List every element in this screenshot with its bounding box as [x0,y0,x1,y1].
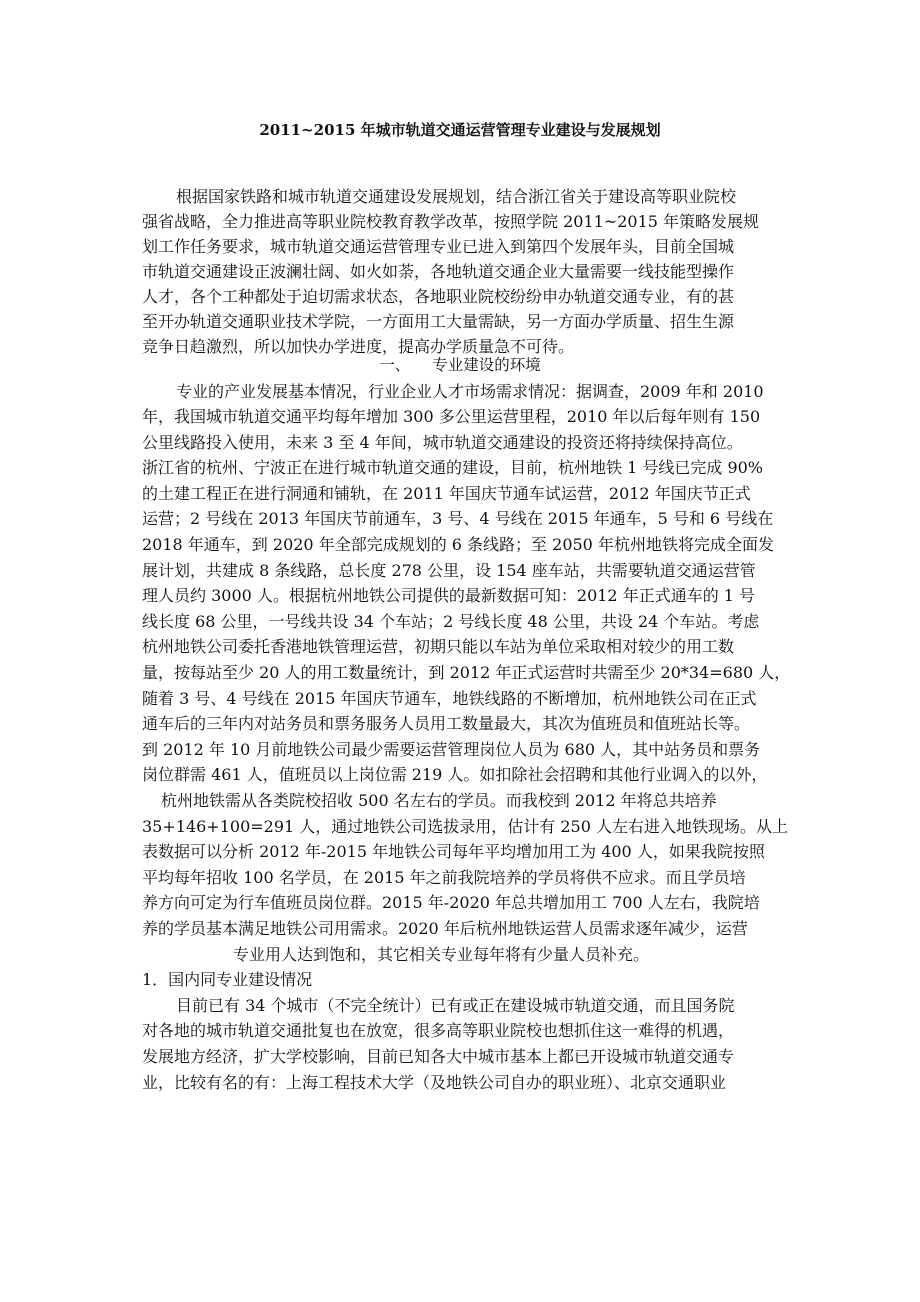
intro-line: 市轨道交通建设正波澜壮阔、如火如荼，各地轨道交通企业大量需要一线技能型操作 [142,262,735,281]
subsection-line: 发展地方经济，扩大学校影响，目前已知各大中城市基本上都已开设城市轨道交通专 [142,1047,735,1066]
intro-line: 强省战略，全力推进高等职业院校教育教学改革，按照学院 2011~2015 年策略发展规 [142,212,760,231]
section-line: 线长度 68 公里，一号线共设 34 个车站；2 号线长度 48 公里，共设 24 个车站。考虑 [142,612,760,631]
section-line: 杭州地铁需从各类院校招收 500 名左右的学员。而我校到 2012 年将总共培养 [161,791,717,810]
intro-line: 根据国家铁路和城市轨道交通建设发展规划，结合浙江省关于建设高等职业院校 [176,187,737,206]
section-line: 随着 3 号、4 号线在 2015 年国庆节通车，地铁线路的不断增加，杭州地铁公司在正式 [142,689,757,708]
subsection-line: 目前已有 34 个城市（不完全统计）已有或正在建设城市轨道交通，而且国务院 [176,996,735,1015]
section-line: 专业用人达到饱和，其它相关专业每年将有少量人员补充。 [233,945,650,964]
section-line: 杭州地铁公司委托香港地铁管理运营，初期只能以车站为单位采取相对较少的用工数 [142,637,735,656]
section-line: 养方向可定为行车值班员岗位群。2015 年-2020 年总共增加用工 700 人左右，我院培 [142,893,760,912]
section-heading [0,354,920,376]
section-line: 养的学员基本满足地铁公司用需求。2020 年后杭州地铁运营人员需求逐年减少，运营 [142,919,748,938]
section-line: 35+146+100=291 人，通过地铁公司选拔录用，估计有 250 人左右进入地铁现场。从上 [142,817,788,836]
section-line: 通车后的三年内对站务员和票务服务人员用工数量最大，其次为值班员和值班站长等。 [142,714,751,733]
section-line: 展计划，共建成 8 条线路，总长度 278 公里，设 154 座车站，共需要轨道交通运营管 [142,561,756,580]
intro-line: 竞争日趋激烈，所以加快办学进度，提高办学质量急不可待。 [142,337,575,356]
subsection-heading: 1．国内同专业建设情况 [142,970,313,989]
intro-line: 人才，各个工种都处于迫切需求状态，各地职业院校纷纷申办轨道交通专业，有的甚 [142,287,735,306]
section-line: 岗位群需 461 人，值班员以上岗位需 219 人。如扣除社会招聘和其他行业调入的以外， [142,765,768,784]
section-line: 运营；2 号线在 2013 年国庆节前通车，3 号、4 号线在 2015 年通车，5 号和 6 号线在 [142,509,774,528]
section-line: 2018 年通车，到 2020 年全部完成规划的 6 条线路；至 2050 年杭州地铁将完成全面发 [142,535,774,554]
intro-line: 至开办轨道交通职业技术学院，一方面用工大量需缺，另一方面办学质量、招生生源 [142,312,735,331]
section-line: 量，按每站至少 20 人的用工数量统计，到 2012 年正式运营时共需至少 20*34=680 人， [142,663,791,682]
section-line: 专业的产业发展基本情况，行业企业人才市场需求情况：据调查，2009 年和 2010 [176,382,764,401]
section-number: 一、 [379,356,411,374]
section-line: 平均每年招收 100 名学员，在 2015 年之前我院培养的学员将供不应求。而且学员培 [142,868,746,887]
section-line: 理人员约 3000 人。根据杭州地铁公司提供的最新数据可知：2012 年正式通车的 1 号 [142,586,756,605]
section-line: 公里线路投入使用，未来 3 至 4 年间，城市轨道交通建设的投资还将持续保持高位。 [142,433,743,452]
subsection-line: 业，比较有名的有：上海工程技术大学（及地铁公司自办的职业班）、北京交通职业 [142,1073,727,1092]
subsection-line: 对各地的城市轨道交通批复也在放宽，很多高等职业院校也想抓住这一难得的机遇， [142,1021,735,1040]
document-title: 2011~2015 年城市轨道交通运营管理专业建设与发展规划 [259,121,661,139]
section-line: 年，我国城市轨道交通平均每年增加 300 多公里运营里程，2010 年以后每年则有 150 [142,407,761,426]
section-line: 到 2012 年 10 月前地铁公司最少需要运营管理岗位人员为 680 人，其中站务员和票务 [142,740,761,759]
section-line: 表数据可以分析 2012 年-2015 年地铁公司每年平均增加用工为 400 人，如果我院按照 [142,842,765,861]
intro-line: 划工作任务要求，城市轨道交通运营管理专业已进入到第四个发展年头，目前全国城 [142,237,735,256]
section-heading-text: 专业建设的环境 [432,356,541,374]
section-line: 浙江省的杭州、宁波正在进行城市轨道交通的建设，目前，杭州地铁 1 号线已完成 90% [142,458,764,477]
section-line: 的土建工程正在进行洞通和铺轨，在 2011 年国庆节通车试运营，2012 年国庆节正式 [142,484,751,503]
